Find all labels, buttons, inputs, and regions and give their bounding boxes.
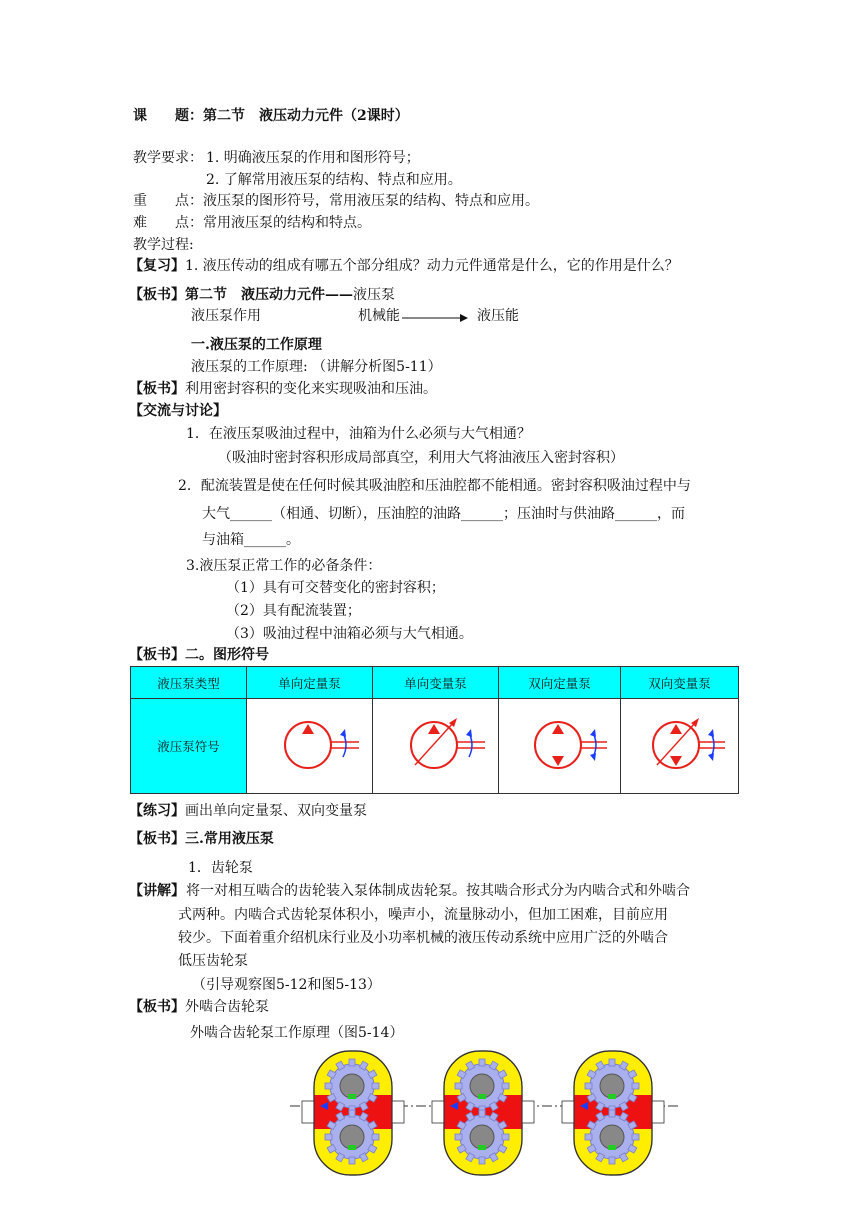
lecture-tag: 【讲解】 [129, 883, 185, 899]
board-tag-5: 【板书】 [129, 999, 185, 1015]
board-text-3: 二。图形符号 [185, 647, 269, 663]
requirements-label: 教学要求： [133, 150, 203, 166]
gear-pump-stage-2 [432, 1051, 534, 1175]
lecture-line-3: 较少。下面着重介绍机床行业及小功率机械的液压传动系统中应用广泛的外啮合 [178, 930, 668, 946]
review [129, 256, 679, 276]
pump-role-from: 机械能 [358, 308, 400, 324]
table-header-bi-variable: 双向变量泵 [621, 667, 739, 699]
lecture-line-2: 式两种。内啮合式齿轮泵体积小，噪声小，流量脉动小，但加工困难，目前应用 [178, 907, 668, 923]
section1-heading: 一.液压泵的工作原理 [191, 337, 322, 353]
board-heading-1 [129, 285, 395, 305]
board-text-2: 利用密封容积的变化来实现吸油和压油。 [185, 381, 437, 397]
lesson-title-label: 课 题： [133, 108, 203, 124]
practice [129, 801, 367, 821]
discussion-q2-line2: 大气______（相通、切断），压油腔的油路______；压油时与供油路______，而 [202, 506, 685, 522]
table-header-type: 液压泵类型 [131, 667, 247, 699]
gear-pump-diagram [290, 1048, 680, 1178]
review-tag: 【复习】 [129, 258, 185, 274]
unidirectional-fixed-pump-symbol-icon [247, 699, 373, 793]
requirement-item-2: 2. 了解常用液压泵的结构、特点和应用。 [206, 172, 462, 188]
gear-principle-caption: 外啮合齿轮泵工作原理（图5-14） [190, 1025, 404, 1041]
difficulty-label: 难 点： [133, 215, 203, 231]
discussion-q2-line1: 2．配流装置是使在任何时候其吸油腔和压油腔都不能相通。密封容积吸油过程中与 [178, 478, 691, 494]
key-points-label: 重 点： [133, 193, 203, 209]
discussion-q1: 1．在液压泵吸油过程中，油箱为什么必须与大气相通？ [186, 426, 531, 442]
pump-symbol-table [130, 666, 739, 794]
board-tag-1: 【板书】 [129, 287, 185, 303]
symbol-cell-uni-variable [373, 699, 499, 794]
board-4 [129, 829, 274, 849]
symbol-cell-bi-variable [621, 699, 739, 794]
review-text: 1. 液压传动的组成有哪五个部分组成？动力元件通常是什么，它的作用是什么？ [185, 258, 679, 274]
difficulty-text: 常用液压泵的结构和特点。 [203, 215, 371, 231]
gear-pump-stage-1 [302, 1051, 404, 1175]
unidirectional-variable-pump-symbol-icon [373, 699, 499, 793]
lecture-line-1: 将一对相互啮合的齿轮装入泵体制成齿轮泵。按其啮合形式分为内啮合式和外啮合 [186, 883, 690, 899]
requirement-item-1: 1. 明确液压泵的作用和图形符号； [206, 150, 420, 166]
lesson-title [133, 106, 409, 126]
symbol-cell-uni-fixed [247, 699, 373, 794]
discussion-a1: （吸油时密封容积形成局部真空，利用大气将油液压入密封容积） [218, 450, 624, 466]
board-3 [129, 645, 269, 665]
lesson-title-text: 第二节 液压动力元件（2课时） [203, 108, 409, 124]
board-heading-tail: 液压泵 [353, 287, 395, 303]
board-text-4: 三.常用液压泵 [185, 831, 274, 847]
section1-line: 液压泵的工作原理: （讲解分析图5-11） [191, 359, 442, 375]
symbol-cell-bi-fixed [499, 699, 621, 794]
board-5 [129, 997, 269, 1017]
pump-role-to: 液压能 [477, 308, 519, 324]
lecture-guide: （引导观察图5-12和图5-13） [192, 977, 381, 993]
table-row-label: 液压泵符号 [131, 699, 247, 794]
practice-tag: 【练习】 [129, 803, 185, 819]
table-header-uni-fixed: 单向定量泵 [247, 667, 373, 699]
practice-text: 画出单向定量泵、双向变量泵 [185, 803, 367, 819]
bidirectional-fixed-pump-symbol-icon [499, 699, 621, 793]
board-heading-text: 第二节 液压动力元件—— [185, 287, 353, 303]
energy-arrow-icon [402, 312, 468, 324]
discussion-q3: 3.液压泵正常工作的必备条件： [186, 558, 382, 574]
board-2 [129, 379, 437, 399]
table-header-uni-variable: 单向变量泵 [373, 667, 499, 699]
gear-pump-stage-3 [562, 1051, 664, 1175]
discussion-tag: 【交流与讨论】 [129, 403, 227, 419]
board-tag-2: 【板书】 [129, 381, 185, 397]
board-tag-3: 【板书】 [129, 647, 185, 663]
condition-3: （3）吸油过程中油箱必须与大气相通。 [226, 626, 473, 642]
discussion-q2-line3: 与油箱______。 [202, 532, 300, 548]
bidirectional-variable-pump-symbol-icon [621, 699, 739, 793]
gear-pump-item: 1．齿轮泵 [188, 860, 253, 876]
board-text-5: 外啮合齿轮泵 [185, 999, 269, 1015]
condition-1: （1）具有可交替变化的密封容积； [226, 580, 445, 596]
pump-role-label: 液压泵作用 [191, 308, 261, 324]
condition-2: （2）具有配流装置； [226, 603, 361, 619]
key-points-text: 液压泵的图形符号，常用液压泵的结构、特点和应用。 [203, 193, 539, 209]
process-label: 教学过程: [133, 237, 194, 253]
difficulty [133, 213, 371, 233]
lecture-line-4: 低压齿轮泵 [178, 953, 248, 969]
key-points [133, 191, 539, 211]
table-header-bi-fixed: 双向定量泵 [499, 667, 621, 699]
board-tag-4: 【板书】 [129, 831, 185, 847]
